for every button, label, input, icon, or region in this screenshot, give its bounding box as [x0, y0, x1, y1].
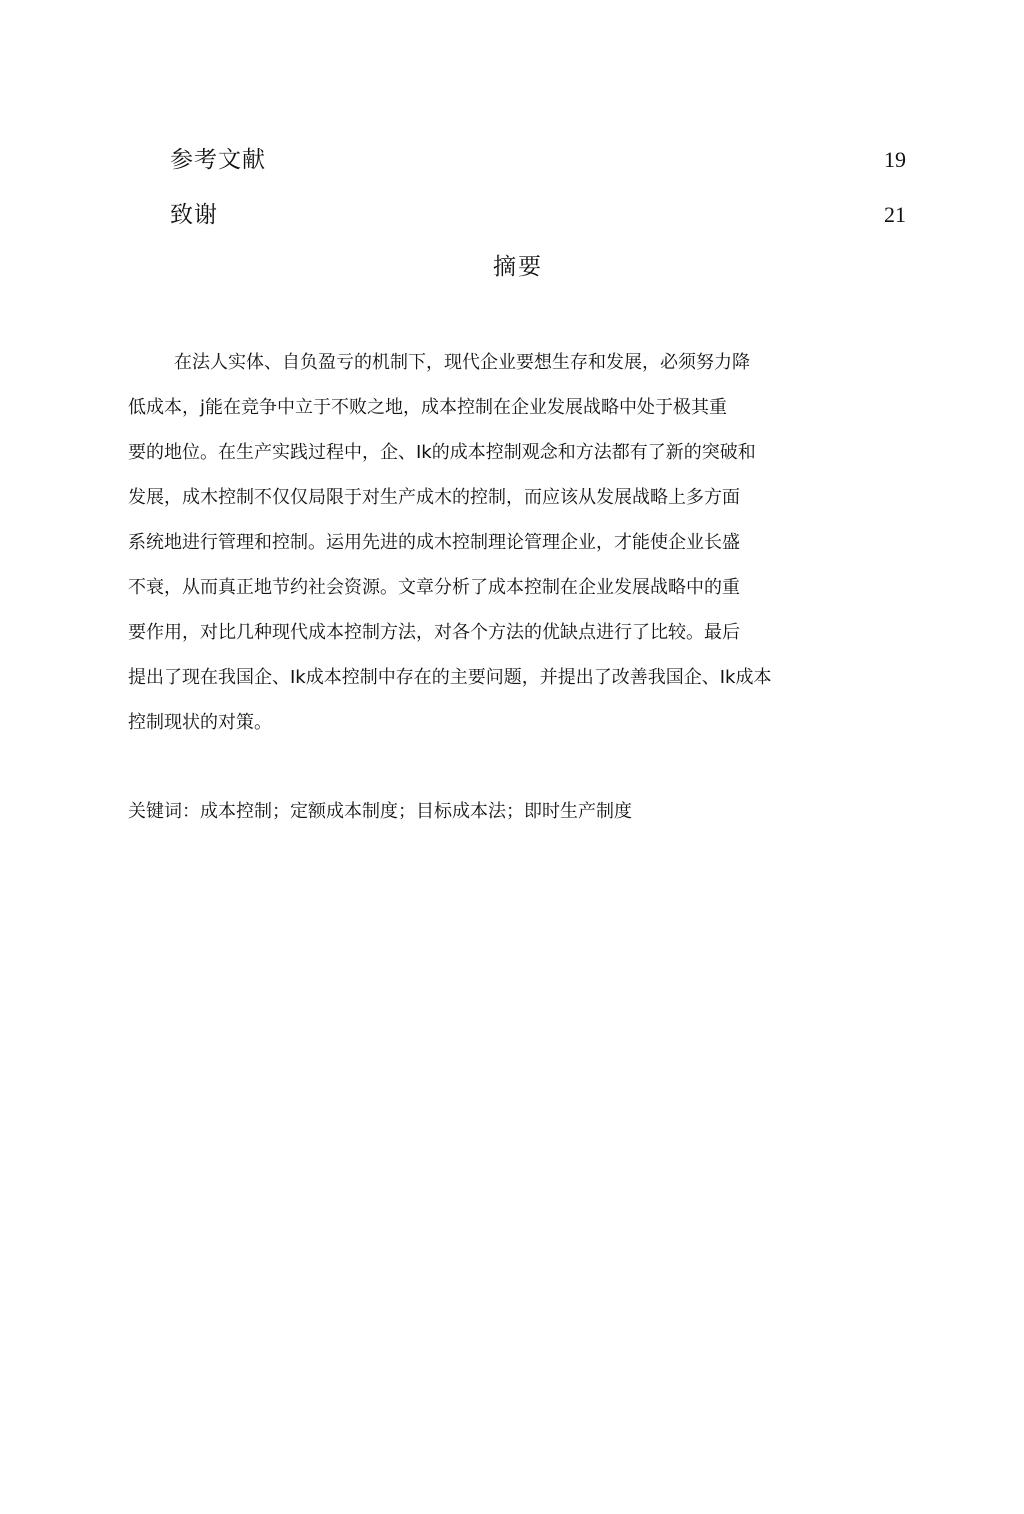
toc-entry-acknowledgements[interactable] [170, 198, 906, 232]
abstract-line: 系统地进行管理和控制。运用先进的成木控制理论管理企业，才能使企业长盛 [128, 532, 740, 553]
toc-entry-label: 参考文献 [170, 147, 266, 173]
abstract-line: 要的地位。在生产实践过程中，企、Ik的成本控制观念和方法都有了新的突破和 [128, 442, 756, 463]
abstract-paragraph [128, 340, 888, 745]
keywords-line: 关键词：成本控制；定额成本制度；目标成本法；即时生产制度 [128, 801, 632, 822]
toc-entry-references[interactable] [170, 143, 906, 177]
toc-entry-label: 致谢 [170, 202, 218, 228]
abstract-heading: 摘要 [493, 254, 543, 280]
abstract-line: 控制现状的对策。 [128, 712, 272, 733]
abstract-line: 不衰，从而真正地节约社会资源。文章分析了成本控制在企业发展战略中的重 [128, 577, 740, 598]
abstract-line: 发展，成木控制不仅仅局限于对生产成木的控制，而应该从发展战略上多方面 [128, 487, 740, 508]
abstract-line: 要作用，对比几种现代成本控制方法，对各个方法的优缺点进行了比较。最后 [128, 622, 740, 643]
toc-page-number: 21 [884, 202, 906, 227]
abstract-line: 在法人实体、自负盈亏的机制下，现代企业要想生存和发展，必须努力降 [174, 352, 750, 373]
abstract-line: 提出了现在我国企、Ik成本控制中存在的主要问题，并提出了改善我国企、Ik成本 [128, 667, 772, 688]
abstract-line: 低成本，j能在竞争中立于不败之地，成本控制在企业发展战略中处于极其重 [128, 397, 727, 418]
toc-page-number: 19 [884, 147, 906, 172]
